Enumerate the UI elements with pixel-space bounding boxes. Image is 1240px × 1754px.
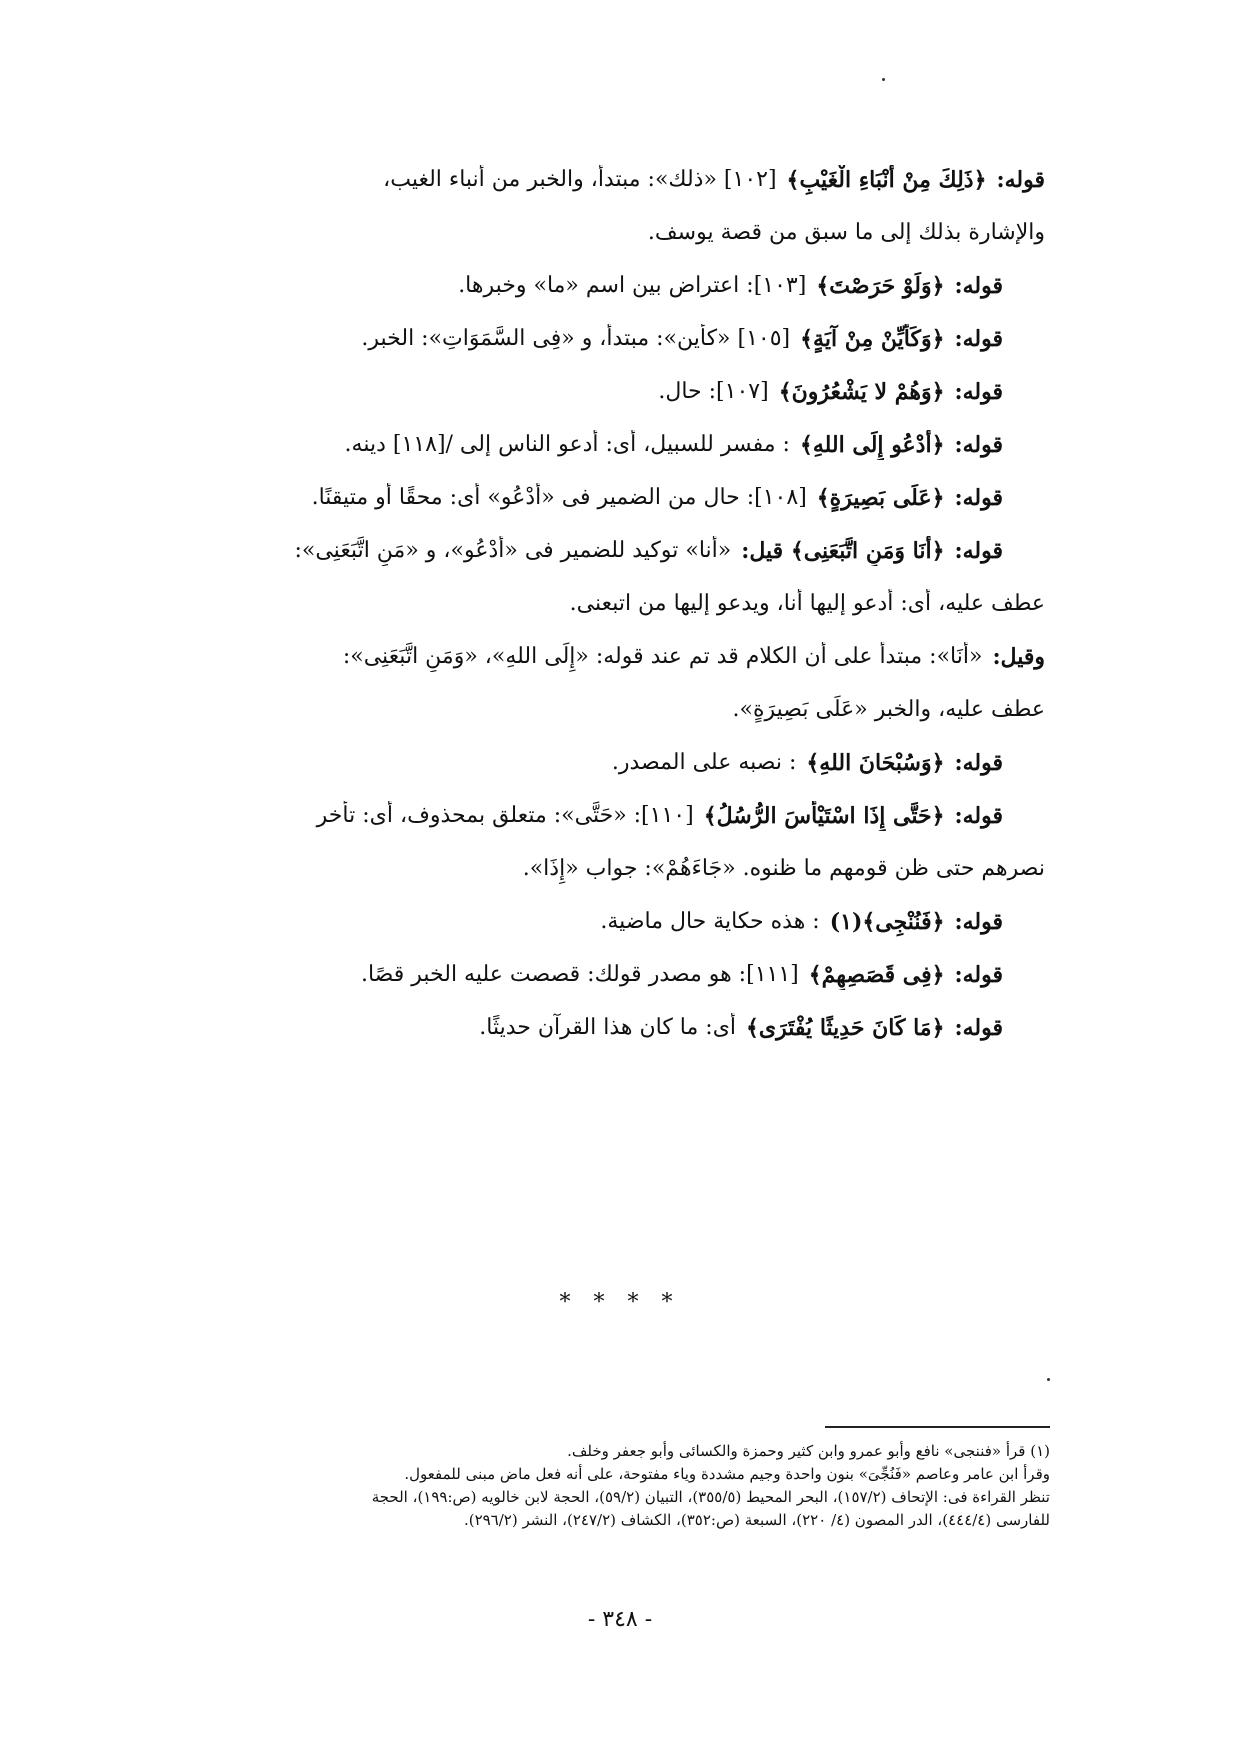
entry-note: والإشارة بذلك إلى ما سبق من قصة يوسف.	[647, 220, 1045, 245]
quran-quote: ﴿وَهُمْ لا يَشْعُرُونَ﴾	[778, 379, 945, 405]
speck-mark	[882, 78, 885, 81]
footnote-line: وقرأ ابن عامر وعاصم «فَنُجِّىَ» بنون واحدة وجيم مشددة وياء مفتوحة، على أنه فعل ماض مبنى للمفعول.	[404, 1465, 1050, 1483]
entry-note: : مفسر للسبيل، أى: أدعو الناس إلى /[١١٨] دينه.	[344, 432, 790, 457]
entry-note: : هذه حكاية حال ماضية.	[600, 909, 820, 934]
entry-note: عطف عليه، أى: أدعو إليها أنا، ويدعو إليها من اتبعنى.	[569, 591, 1045, 616]
quran-quote: ﴿وَكَأَيِّنْ مِنْ آيَةٍ﴾	[800, 326, 945, 352]
entry-note: «أنا» توكيد للضمير فى «أَدْعُو»، و «مَنِ اتَّبَعَنِى»:	[294, 538, 732, 563]
text-line	[205, 536, 1045, 566]
entry-lead: قوله:	[954, 485, 1003, 511]
entry-lead: قوله:	[954, 1015, 1003, 1041]
entry-note: نصرهم حتى ظن قومهم ما ظنوه. «جَاءَهُمْ»: جواب «إِذَا».	[522, 856, 1045, 881]
footnote-line: تنظر القراءة فى: الإتحاف (١٥٧/٢)، البحر المحيط (٣٥٥/٥)، التبيان (٥٩/٢)، الحجة لابن خالويه (ص:١٩٩)، الحجة	[371, 1488, 1050, 1506]
text-line	[205, 430, 1045, 460]
entry-lead: قوله:	[954, 379, 1003, 405]
text-line	[205, 748, 1045, 778]
text-line	[205, 324, 1045, 354]
entry-note: [١١٠]: «حَتَّى»: متعلق بمحذوف، أى: تأخر	[316, 803, 694, 828]
text-line	[205, 960, 1045, 990]
entry-lead: قوله:	[954, 326, 1003, 352]
entry-note: «أَنَا»: مبتدأ على أن الكلام قد تم عند قوله: «إِلَى اللهِ»، «وَمَنِ اتَّبَعَنِى»:	[342, 644, 983, 669]
text-line	[205, 165, 1045, 195]
entry-note: عطف عليه، والخبر «عَلَى بَصِيرَةٍ».	[732, 697, 1045, 722]
quran-quote: ﴿فَنُنْجِى﴾(١)	[829, 909, 945, 935]
quran-quote: ﴿وَلَوْ حَرَصْتَ﴾	[816, 273, 945, 299]
entry-lead: قوله:	[954, 909, 1003, 935]
text-line	[205, 695, 1045, 725]
text-line	[205, 589, 1045, 619]
text-line	[205, 854, 1045, 884]
footnote-line: (١) قرأ «فننجى» نافع وأبو عمرو وابن كثير وحمزة والكسائى وأبو جعفر وخلف.	[567, 1442, 1050, 1460]
text-line	[205, 218, 1045, 248]
entry-lead: قوله:	[954, 432, 1003, 458]
entry-note: [١٠٨]: حال من الضمير فى «أَدْعُو» أى: محقًا أو متيقنًا.	[311, 485, 807, 510]
entry-lead: قوله:	[954, 803, 1003, 829]
quran-quote: ﴿أَنَا وَمَنِ اتَّبَعَنِى﴾ قيل:	[741, 538, 945, 564]
entry-note: [١٠٣]: اعتراض بين اسم «ما» وخبرها.	[458, 273, 807, 298]
entry-note: [١٠٢] «ذلك»: مبتدأ، والخبر من أنباء الغيب،	[383, 167, 777, 192]
footnote-line: للفارسى (٤٤٤/٤)، الدر المصون (٤/ ٢٢٠)، السبعة (ص:٣٥٢)، الكشاف (٢٤٧/٢)، النشر (٢٩٦/٢).	[463, 1511, 1050, 1529]
entry-note: : نصبه على المصدر.	[611, 750, 797, 775]
quran-quote: ﴿فِى قَصَصِهِمْ﴾	[808, 962, 945, 988]
quran-quote: ﴿عَلَى بَصِيرَةٍ﴾	[816, 485, 945, 511]
text-line	[205, 377, 1045, 407]
speck-mark	[1047, 1378, 1050, 1381]
text-line	[205, 271, 1045, 301]
entry-note: أى: ما كان هذا القرآن حديثًا.	[479, 1015, 737, 1040]
entry-lead: قوله:	[954, 273, 1003, 299]
footnotes	[200, 1440, 1050, 1532]
text-line	[205, 907, 1045, 937]
entry-lead: قوله:	[954, 538, 1003, 564]
section-separator: * * * *	[559, 1290, 681, 1315]
entry-lead: قوله:	[996, 167, 1045, 193]
quran-quote: ﴿حَتَّى إِذَا اسْتَيْأَسَ الرُّسُلُ﴾	[703, 803, 945, 829]
text-line	[205, 1013, 1045, 1043]
entry-note: [١٠٥] «كأين»: مبتدأ، و «فِى السَّمَوَاتِ»: الخبر.	[361, 326, 791, 351]
text-line	[205, 483, 1045, 513]
quran-quote: ﴿وَسُبْحَانَ اللهِ﴾	[806, 750, 945, 776]
quran-quote: ﴿ذَلِكَ مِنْ أَنْبَاءِ الْغَيْبِ﴾	[786, 167, 987, 193]
entry-note: [١١١]: هو مصدر قولك: قصصت عليه الخبر قصًا.	[360, 962, 799, 987]
entry-note: [١٠٧]: حال.	[658, 379, 769, 404]
quran-quote: ﴿أَدْعُو إِلَى اللهِ﴾	[799, 432, 945, 458]
page-number: - ٣٤٨ -	[587, 1607, 653, 1632]
text-line	[205, 801, 1045, 831]
entry-lead: قوله:	[954, 750, 1003, 776]
quran-quote: ﴿مَا كَانَ حَدِيثًا يُفْتَرَى﴾	[746, 1015, 945, 1041]
text-line	[205, 642, 1045, 672]
entry-lead: وقيل:	[992, 644, 1045, 670]
entry-lead: قوله:	[954, 962, 1003, 988]
body-text	[205, 165, 1045, 1066]
footnote-divider	[825, 1426, 1050, 1428]
